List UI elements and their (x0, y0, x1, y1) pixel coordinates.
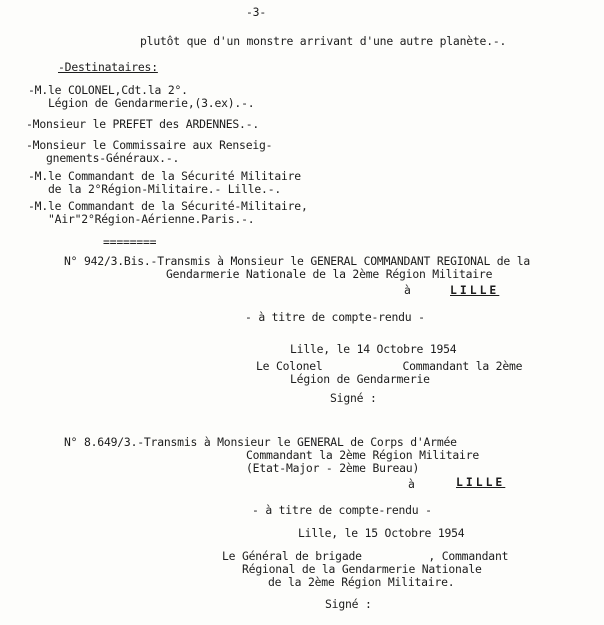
transmission-2-signed: Signé : (325, 597, 372, 611)
destinataire-5-line1: -M.le Commandant de la Sécurité-Militaire, (28, 199, 308, 213)
transmission-1-line2: Gendarmerie Nationale de la 2ème Région Militaire (166, 267, 493, 281)
page-number: -3- (246, 5, 266, 19)
transmission-2-destination-prefix: à (408, 477, 415, 491)
destinataire-3-line1: -Monsieur le Commissaire aux Renseig- (26, 138, 273, 152)
transmission-2-signer-line1: Le Général de brigade , Commandant (222, 549, 509, 563)
transmission-1-destination-prefix: à (404, 283, 411, 297)
transmission-2-place-date: Lille, le 15 Octobre 1954 (298, 526, 465, 540)
transmission-2-signer-line3: de la 2ème Région Militaire. (268, 575, 455, 589)
transmission-1-signer-line1: Le Colonel Commandant la 2ème (256, 359, 523, 373)
transmission-2-destination: LILLE (456, 475, 506, 489)
destinataire-3-line2: gnements-Généraux.-. (46, 151, 180, 165)
transmission-1-signer-line2: Légion de Gendarmerie (290, 372, 430, 386)
destinataire-1-line1: -M.le COLONEL,Cdt.la 2°. (28, 83, 188, 97)
separator: ======== (103, 235, 157, 249)
transmission-2-ref-line: N° 8.649/3.-Transmis à Monsieur le GENERAL de Corps d'Armée (64, 435, 457, 449)
destinataire-1-line2: Légion de Gendarmerie,(3.ex).-. (48, 96, 255, 110)
destinataires-title: -Destinataires: (58, 60, 158, 74)
transmission-2-line3: (Etat-Major - 2ème Bureau) (246, 461, 420, 475)
destinataire-5-line2: "Air"2°Région-Aérienne.Paris.-. (48, 212, 255, 226)
transmission-2-signer-line2: Régional de la Gendarmerie Nationale (242, 562, 482, 576)
destinataire-4-line1: -M.le Commandant de la Sécurité Militaire (28, 169, 301, 183)
transmission-1-destination: LILLE (450, 283, 500, 297)
destinataire-2-line1: -Monsieur le PREFET des ARDENNES.-. (26, 117, 260, 131)
transmission-1-signed: Signé : (330, 391, 377, 405)
transmission-2-purpose: - à titre de compte-rendu - (252, 503, 432, 517)
transmission-1-place-date: Lille, le 14 Octobre 1954 (290, 342, 457, 356)
intro-line: plutôt que d'un monstre arrivant d'une autre planète.-. (140, 34, 507, 48)
transmission-2-line2: Commandant la 2ème Région Militaire (246, 448, 480, 462)
transmission-1-purpose: - à titre de compte-rendu - (245, 310, 425, 324)
transmission-1-ref-line: N° 942/3.Bis.-Transmis à Monsieur le GENERAL COMMANDANT REGIONAL de la (64, 254, 531, 268)
destinataire-4-line2: de la 2°Région-Militaire.- Lille.-. (48, 182, 282, 196)
